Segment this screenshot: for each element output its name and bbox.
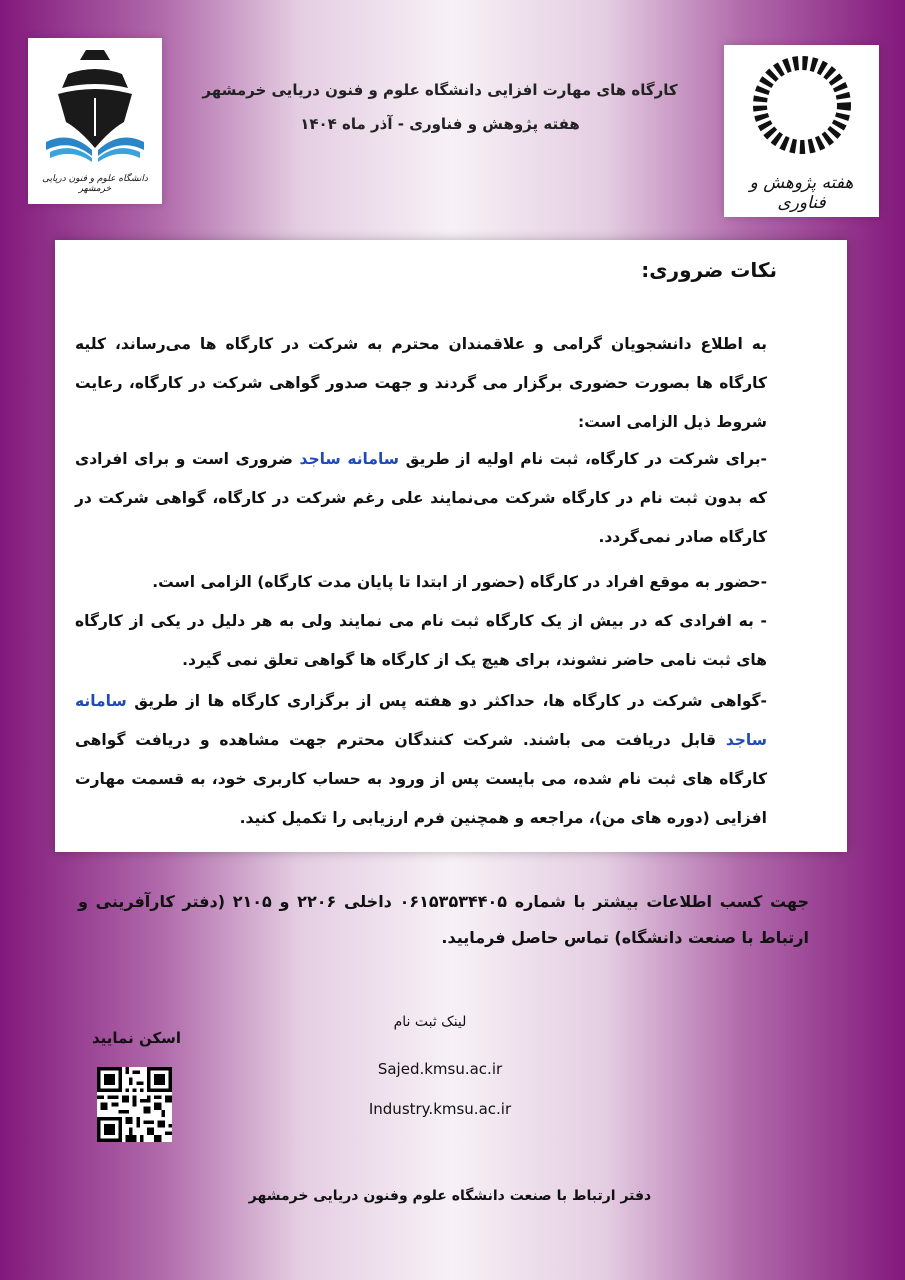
university-logo [28, 38, 162, 204]
notice-intro: به اطلاع دانشجویان گرامی و علاقمندان محترم به شرکت در کارگاه ها می‌رساند، کلیه کارگاه ها بصورت حضوری برگزار می گردند و جهت صدور گواهی شرکت در کارگاه، رعایت شروط ذیل الزامی است: [75, 335, 767, 431]
university-logo-caption: دانشگاه علوم و فنون دریایی خرمشهر [42, 174, 148, 194]
notice-item-1-text-a: -برای شرکت در کارگاه، ثبت نام اولیه از طریق [399, 450, 767, 468]
spiral-emblem-icon [724, 45, 879, 175]
sajed-system-link[interactable]: سامانه ساجد [299, 450, 400, 468]
footer-office: دفتر ارتباط با صنعت دانشگاه علوم وفنون دریایی خرمشهر [248, 1188, 652, 1204]
qr-code-icon[interactable] [96, 1067, 173, 1142]
notice-box [55, 240, 847, 852]
industry-website-link[interactable]: Industry.kmsu.ac.ir [368, 1100, 512, 1118]
sajed-website-link[interactable]: Sajed.kmsu.ac.ir [377, 1060, 503, 1078]
notice-item-1-text-b: ضروری است و برای افرادی که بدون ثبت نام در کارگاه شرکت می‌نمایند علی رغم شرکت در کارگاه، گواهی شرکت در کارگاه صادر نمی‌گردد. [75, 450, 767, 546]
notice-item-3: - به افرادی که در بیش از یک کارگاه ثبت نام می نمایند ولی به هر دلیل در یکی از کارگاه های ثبت نامی حاضر نشوند، برای هیچ یک از کارگاه ها گواهی تعلق نمی گیرد. [75, 612, 767, 669]
research-week-caption: هفته پژوهش و فناوری [749, 173, 854, 213]
research-week-logo [724, 45, 879, 217]
notice-item-4 [75, 682, 767, 838]
notice-item-4-text-b: قابل دریافت می باشند. شرکت کنندگان محترم جهت مشاهده و دریافت گواهی کارگاه های ثبت نام شده، می بایست پس از ورود به حساب کاربری خود، به قسمت مهارت افزایی (دوره های من)، مراجعه و همچنین فرم ارزیابی را تکمیل کنید. [75, 731, 767, 827]
sajed-system-link-2[interactable]: سامانه ساجد [75, 692, 767, 749]
notice-item-2: -حضور به موقع افراد در کارگاه (حضور از ابتدا تا پایان مدت کارگاه) الزامی است. [152, 573, 767, 591]
notice-title: نکات ضروری: [641, 258, 777, 282]
registration-label: لینک ثبت نام [393, 1014, 467, 1030]
scan-label: اسکن نمایید [92, 1029, 182, 1047]
contact-info: جهت کسب اطلاعات بیشتر با شماره ۰۶۱۵۳۵۳۴۴۰۵ داخلی ۲۲۰۶ و ۲۱۰۵ (دفتر کارآفرینی و ارتباط با صنعت دانشگاه) تماس حاصل فرمایید. [78, 892, 810, 947]
header-subtitle: هفته پژوهش و فناوری - آذر ماه ۱۴۰۴ [300, 115, 580, 133]
notice-item-1 [75, 440, 767, 557]
header-title: کارگاه های مهارت افزایی دانشگاه علوم و فنون دریایی خرمشهر [202, 81, 678, 99]
notice-item-4-text-a: -گواهی شرکت در کارگاه ها، حداکثر دو هفته پس از برگزاری کارگاه ها از طریق [126, 692, 767, 710]
